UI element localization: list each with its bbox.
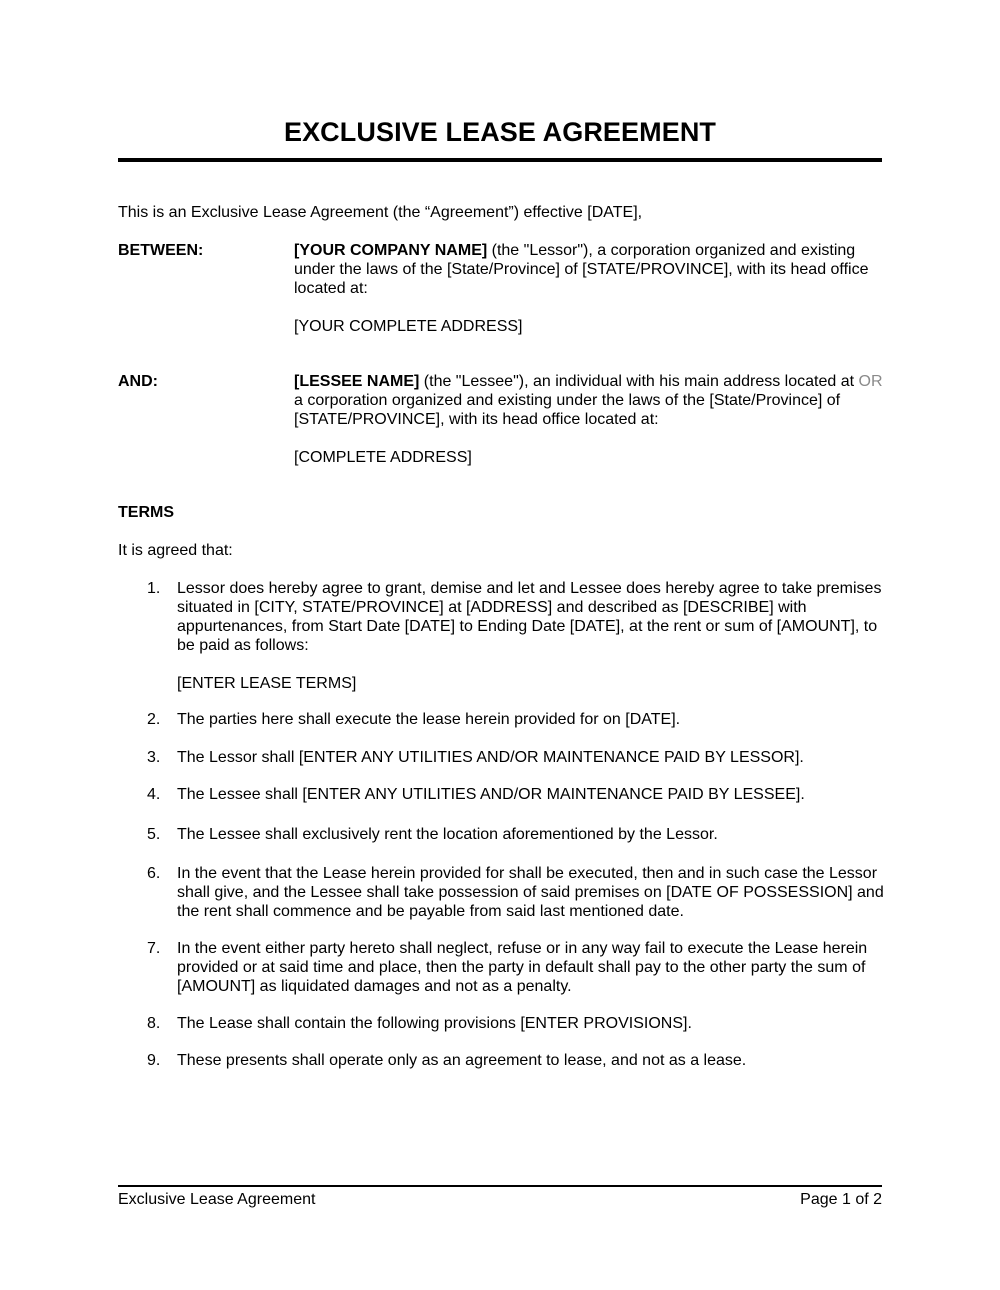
term-text: The parties here shall execute the lease herein provided for on [DATE]. [177,711,681,728]
term-number: 2. [147,711,161,728]
term-subtext: [ENTER LEASE TERMS] [177,675,357,692]
lessee-address: [COMPLETE ADDRESS] [294,449,472,466]
party-body-lessor [294,241,884,336]
party-body-lessee [294,372,884,467]
title-divider [118,158,882,162]
term-content [177,579,887,693]
term-text: These presents shall operate only as an agreement to lease, and not as a lease. [177,1052,747,1069]
term-text: In the event either party hereto shall neglect, refuse or in any way fail to execute the Lease herein provided or at said time and place, then the party in default shall pay to the other party the sum of [AMOUNT] as liquidated damages and not as a penalty. [177,940,868,995]
term-text: The Lease shall contain the following provisions [ENTER PROVISIONS]. [177,1015,692,1032]
lessee-details-b: a corporation organized and existing under the laws of the [State/Province] of [STATE/PROVINCE], with its head office located at: [294,392,841,428]
or-option-text: OR [858,373,883,390]
lessee-details-a: (the "Lessee"), an individual with his main address located at [419,373,859,390]
term-number: 4. [147,786,161,803]
lessor-details: (the "Lessor"), a corporation organized and existing under the laws of the [State/Province] of [STATE/PROVINCE], with its head office located at: [294,242,869,297]
term-number: 7. [147,940,161,957]
footer-divider [118,1185,882,1187]
lessor-name: [YOUR COMPANY NAME] [294,242,488,259]
term-number: 1. [147,580,161,597]
term-number: 6. [147,865,161,882]
party-label-and: AND: [118,373,158,390]
term-text: The Lessee shall exclusively rent the location aforementioned by the Lessor. [177,826,718,843]
term-number: 3. [147,749,161,766]
term-number: 9. [147,1052,161,1069]
term-text: Lessor does hereby agree to grant, demise and let and Lessee does hereby agree to take premises situated in [CITY, STATE/PROVINCE] at [ADDRESS] and described as [DESCRIBE] with appurtenances, from Start Date [DATE] to Ending Date [DATE], at the rent or sum of [AMOUNT], to be paid as follows: [177,580,882,654]
term-text: The Lessee shall [ENTER ANY UTILITIES AND/OR MAINTENANCE PAID BY LESSEE]. [177,786,805,803]
lessee-description [294,372,884,429]
term-number: 8. [147,1015,161,1032]
lessor-address: [YOUR COMPLETE ADDRESS] [294,318,523,335]
page-title: EXCLUSIVE LEASE AGREEMENT [283,117,717,147]
term-number: 5. [147,826,161,843]
lessor-description [294,241,884,298]
party-label-between: BETWEEN: [118,242,204,259]
term-text: In the event that the Lease herein provided for shall be executed, then and in such case the Lessor shall give, and the Lessee shall take possession of said premises on [DATE OF POSSESSION] and the rent shall commence and be payable from said last mentioned date. [177,865,884,920]
agreed-intro: It is agreed that: [118,542,233,559]
footer-document-name: Exclusive Lease Agreement [118,1191,316,1208]
lessee-name: [LESSEE NAME] [294,373,420,390]
term-text: The Lessor shall [ENTER ANY UTILITIES AND/OR MAINTENANCE PAID BY LESSOR]. [177,749,804,766]
intro-paragraph: This is an Exclusive Lease Agreement (the “Agreement”) effective [DATE], [118,204,643,221]
footer-page-number: Page 1 of 2 [800,1191,882,1208]
terms-heading: TERMS [118,504,174,521]
